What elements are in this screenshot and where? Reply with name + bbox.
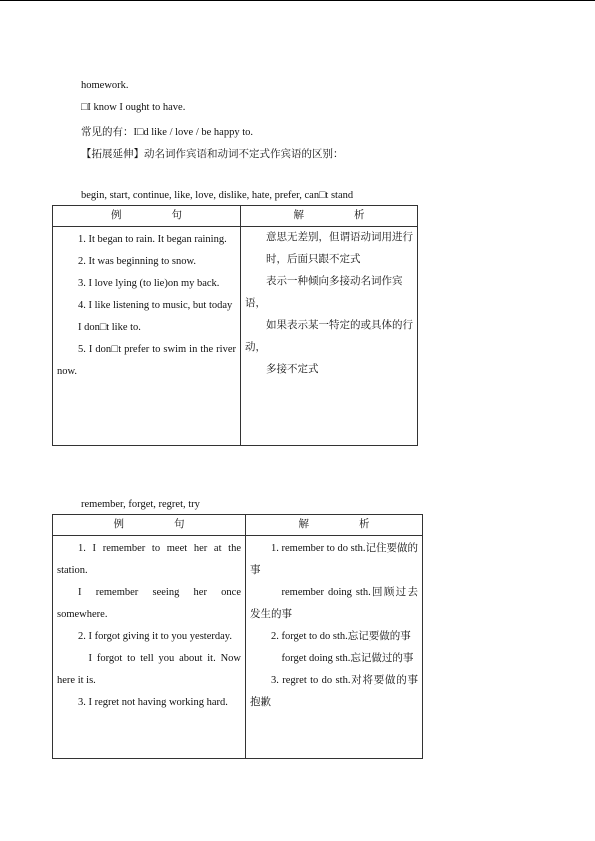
analysis2-2: remember doing sth.回顾过去发生的事	[250, 587, 418, 620]
analysis-3: 表示一种倾向多接动名词作宾语，	[245, 276, 403, 309]
example-4b: I don□t like to.	[78, 322, 141, 333]
section2-body-row	[53, 536, 423, 759]
example-5: 5. I don□t prefer to swim in the river now.	[57, 344, 236, 377]
example-1: 1. It began to rain. It began raining.	[78, 234, 227, 245]
section2-heading: remember, forget, regret, try	[81, 499, 200, 510]
section1-col-analysis: 解 析	[241, 206, 418, 227]
section1-header-row	[53, 206, 418, 227]
intro-line-homework: homework.	[81, 80, 129, 91]
section2-col-examples: 例 句	[53, 515, 246, 536]
section2-examples-cell	[53, 536, 246, 759]
section1-table	[52, 205, 418, 446]
example2-3: 2. I forgot giving it to you yesterday.	[78, 631, 232, 642]
section1-examples-cell	[53, 227, 241, 446]
intro-line-ought: □I know I ought to have.	[81, 102, 186, 113]
section1-analysis-cell	[241, 227, 418, 446]
example2-5: 3. I regret not having working hard.	[78, 697, 228, 708]
analysis2-4: forget doing sth.忘记做过的事	[281, 653, 414, 664]
example-2: 2. It was beginning to snow.	[78, 256, 197, 267]
example2-1: 1. I remember to meet her at the station.	[57, 543, 241, 576]
section1-heading: begin, start, continue, like, love, dislike, hate, prefer, can□t stand	[81, 190, 354, 201]
intro-line-common: 常见的有：I□d like / love / be happy to.	[81, 127, 253, 138]
analysis-1: 意思无差别，但谓语动词用进行	[266, 232, 413, 243]
analysis2-5: 3. regret to do sth.对将要做的事抱歉	[250, 675, 418, 708]
example-3: 3. I love lying (to lie)on my back.	[78, 278, 220, 289]
section2-analysis-cell	[246, 536, 423, 759]
analysis-2: 时，后面只跟不定式	[266, 254, 361, 265]
section2-header-row	[53, 515, 423, 536]
analysis-5: 多接不定式	[266, 364, 319, 375]
intro-line-extension: 【拓展延伸】动名词作宾语和动词不定式作宾语的区别：	[81, 149, 344, 160]
analysis2-1: 1. remember to do sth.记住要做的事	[250, 543, 418, 576]
analysis-4: 如果表示某一特定的或具体的行动，	[245, 320, 413, 353]
analysis2-3: 2. forget to do sth.忘记要做的事	[271, 631, 411, 642]
section2-table	[52, 514, 423, 759]
example-4: 4. I like listening to music, but today	[78, 300, 233, 311]
example2-4: I forgot to tell you about it. Now here it is.	[57, 653, 241, 686]
example2-2: I remember seeing her once somewhere.	[57, 587, 241, 620]
section2-col-analysis: 解 析	[246, 515, 423, 536]
section1-col-examples: 例 句	[53, 206, 241, 227]
section1-body-row	[53, 227, 418, 446]
top-rule	[0, 0, 595, 1]
